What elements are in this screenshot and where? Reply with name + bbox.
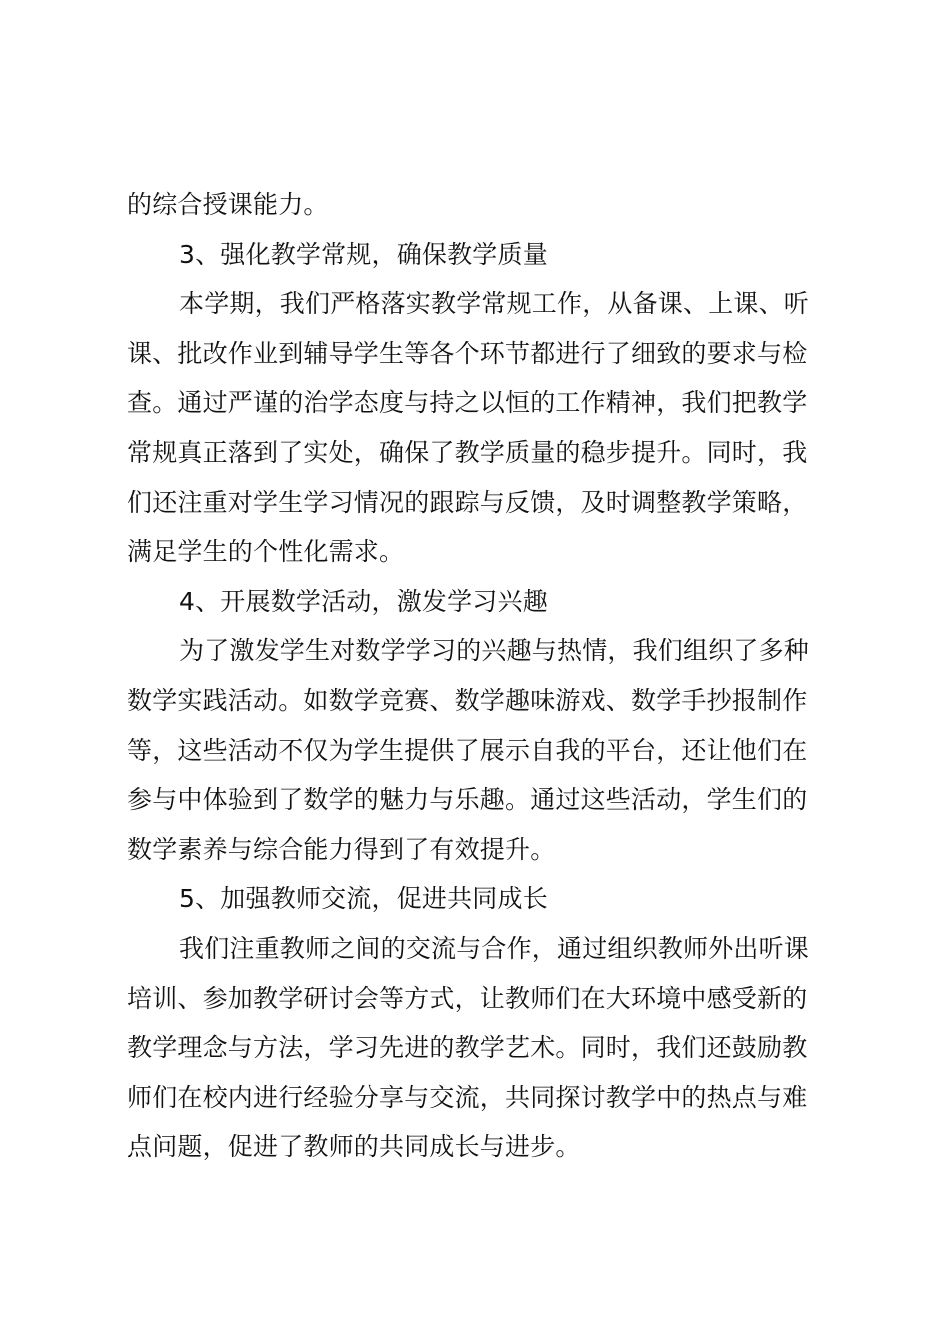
section-heading: 4、开展数学活动，激发学习兴趣: [179, 586, 548, 616]
text-line: 培训、参加教学研讨会等方式，让教师们在大环境中感受新的: [127, 983, 808, 1013]
section-heading: 3、强化教学常规，确保教学质量: [179, 239, 548, 269]
text-line: 等，这些活动不仅为学生提供了展示自我的平台，还让他们在: [127, 735, 808, 765]
text-line: 数学素养与综合能力得到了有效提升。: [127, 834, 556, 864]
text-line: 们还注重对学生学习情况的跟踪与反馈，及时调整教学策略，: [127, 487, 808, 517]
text-line: 为了激发学生对数学学习的兴趣与热情，我们组织了多种: [179, 636, 810, 666]
text-line: 查。通过严谨的治学态度与持之以恒的工作精神，我们把教学: [127, 388, 808, 418]
text-line: 课、批改作业到辅导学生等各个环节都进行了细致的要求与检: [127, 338, 808, 368]
text-line: 教学理念与方法，学习先进的教学艺术。同时，我们还鼓励教: [127, 1033, 808, 1063]
text-line: 数学实践活动。如数学竞赛、数学趣味游戏、数学手抄报制作: [127, 685, 808, 715]
text-line: 满足学生的个性化需求。: [127, 537, 405, 567]
text-line: 点问题，促进了教师的共同成长与进步。: [127, 1132, 581, 1162]
text-line: 参与中体验到了数学的魅力与乐趣。通过这些活动，学生们的: [127, 785, 808, 815]
text-line: 师们在校内进行经验分享与交流，共同探讨教学中的热点与难: [127, 1082, 808, 1112]
document-body: [127, 180, 833, 1172]
text-line: 本学期，我们严格落实教学常规工作，从备课、上课、听: [179, 289, 810, 319]
section-heading: 5、加强教师交流，促进共同成长: [179, 884, 548, 914]
text-line: 的综合授课能力。: [127, 190, 329, 219]
text-line: 常规真正落到了实处，确保了教学质量的稳步提升。同时，我: [127, 437, 808, 467]
text-line: 我们注重教师之间的交流与合作，通过组织教师外出听课: [179, 933, 810, 963]
